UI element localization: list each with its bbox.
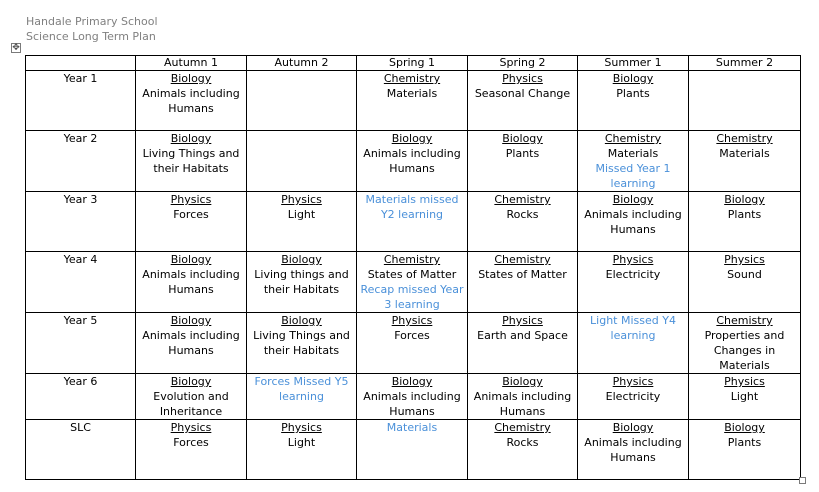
plan-cell[interactable] xyxy=(357,420,468,480)
topic-label: Animals including Humans xyxy=(584,436,682,464)
plan-cell[interactable] xyxy=(578,131,689,192)
topic-label: Electricity xyxy=(605,268,661,281)
subject-label: Biology xyxy=(170,253,212,266)
topic-label: Properties and Changes in Materials xyxy=(704,329,785,372)
catch-up-note: Missed Year 1 learning xyxy=(595,162,671,190)
plan-cell[interactable] xyxy=(468,71,578,131)
topic-label: Forces xyxy=(173,436,209,449)
table-row xyxy=(26,313,801,374)
row-label: Year 5 xyxy=(26,313,136,374)
row-label: SLC xyxy=(26,420,136,480)
subject-label: Chemistry xyxy=(494,193,551,206)
plan-cell[interactable] xyxy=(136,313,247,374)
plan-cell[interactable] xyxy=(689,131,801,192)
subject-label: Physics xyxy=(281,193,322,206)
topic-label: Seasonal Change xyxy=(474,87,571,100)
subject-label: Biology xyxy=(391,375,433,388)
topic-label: Rocks xyxy=(506,436,539,449)
topic-label: States of Matter xyxy=(478,268,567,281)
topic-label: Light xyxy=(287,208,316,221)
topic-label: Animals including Humans xyxy=(584,208,682,236)
column-header: Summer 2 xyxy=(689,56,801,71)
subject-label: Biology xyxy=(281,253,322,266)
catch-up-note: Forces Missed Y5 learning xyxy=(254,375,349,403)
topic-label: Materials xyxy=(386,87,438,100)
plan-cell[interactable] xyxy=(357,71,468,131)
plan-cell[interactable] xyxy=(247,252,357,313)
subject-label: Biology xyxy=(170,72,212,85)
plan-cell[interactable] xyxy=(357,374,468,420)
subject-label: Physics xyxy=(170,421,212,434)
subject-label: Physics xyxy=(724,375,765,388)
column-header: Spring 2 xyxy=(468,56,578,71)
subject-label: Biology xyxy=(502,132,543,145)
subject-label: Biology xyxy=(724,193,765,206)
topic-label: Rocks xyxy=(506,208,539,221)
plan-cell[interactable] xyxy=(136,374,247,420)
subject-label: Biology xyxy=(612,72,654,85)
subject-label: Physics xyxy=(612,375,654,388)
column-header: Autumn 2 xyxy=(247,56,357,71)
plan-cell[interactable] xyxy=(578,374,689,420)
plan-cell[interactable] xyxy=(136,131,247,192)
subject-label: Chemistry xyxy=(383,253,441,266)
plan-cell[interactable] xyxy=(578,420,689,480)
topic-label: Animals including Humans xyxy=(142,268,240,296)
table-row xyxy=(26,131,801,192)
topic-label: Forces xyxy=(394,329,430,342)
plan-cell[interactable] xyxy=(136,192,247,252)
plan-cell[interactable] xyxy=(468,252,578,313)
topic-label: Living things and their Habitats xyxy=(254,268,349,296)
subject-label: Chemistry xyxy=(716,314,773,327)
subject-label: Biology xyxy=(612,193,654,206)
column-header: Spring 1 xyxy=(357,56,468,71)
topic-label: Electricity xyxy=(605,390,661,403)
topic-label: Evolution and Inheritance xyxy=(153,390,229,418)
row-label: Year 2 xyxy=(26,131,136,192)
subject-label: Biology xyxy=(281,314,322,327)
topic-label: Animals including Humans xyxy=(363,147,461,175)
table-row xyxy=(26,71,801,131)
topic-label: Plants xyxy=(727,208,762,221)
subject-label: Physics xyxy=(391,314,433,327)
school-name: Handale Primary School xyxy=(26,15,158,28)
row-label: Year 3 xyxy=(26,192,136,252)
table-row xyxy=(26,252,801,313)
topic-label: Animals including Humans xyxy=(142,329,240,357)
subject-label: Physics xyxy=(502,314,543,327)
subject-label: Physics xyxy=(170,193,212,206)
subject-label: Chemistry xyxy=(494,421,551,434)
plan-cell[interactable] xyxy=(468,192,578,252)
plan-cell[interactable] xyxy=(357,252,468,313)
row-label: Year 1 xyxy=(26,71,136,131)
plan-cell[interactable] xyxy=(468,420,578,480)
subject-label: Biology xyxy=(170,314,212,327)
document-title: Science Long Term Plan xyxy=(26,30,156,43)
subject-label: Biology xyxy=(170,375,212,388)
table-row xyxy=(26,192,801,252)
catch-up-note: Light Missed Y4 learning xyxy=(590,314,676,342)
topic-label: Light xyxy=(730,390,759,403)
catch-up-note: Materials xyxy=(386,421,438,434)
header-corner-cell xyxy=(26,56,136,71)
subject-label: Physics xyxy=(612,253,654,266)
row-label: Year 6 xyxy=(26,374,136,420)
subject-label: Chemistry xyxy=(494,253,551,266)
topic-label: Living Things and their Habitats xyxy=(253,329,350,357)
subject-label: Biology xyxy=(612,421,654,434)
plan-cell[interactable] xyxy=(136,420,247,480)
plan-cell[interactable] xyxy=(247,420,357,480)
table-row xyxy=(26,374,801,420)
plan-cell[interactable] xyxy=(689,252,801,313)
subject-label: Chemistry xyxy=(383,72,441,85)
plan-cell[interactable] xyxy=(136,71,247,131)
table-resize-handle[interactable] xyxy=(799,477,806,484)
table-row xyxy=(26,420,801,480)
catch-up-note: Materials missed Y2 learning xyxy=(365,193,459,221)
plan-cell[interactable] xyxy=(357,131,468,192)
plan-cell[interactable] xyxy=(468,131,578,192)
topic-label: Plants xyxy=(727,436,762,449)
topic-label: Sound xyxy=(727,268,762,281)
plan-cell[interactable] xyxy=(689,192,801,252)
plan-cell[interactable] xyxy=(468,313,578,374)
plan-cell[interactable] xyxy=(689,313,801,374)
topic-label: States of Matter xyxy=(367,268,457,281)
table-move-handle-icon[interactable]: ✥ xyxy=(12,43,20,53)
plan-cell[interactable] xyxy=(578,192,689,252)
document-header xyxy=(26,14,158,44)
column-header: Autumn 1 xyxy=(136,56,247,71)
row-label: Year 4 xyxy=(26,252,136,313)
topic-label: Light xyxy=(287,436,316,449)
plan-cell[interactable] xyxy=(578,313,689,374)
plan-cell[interactable] xyxy=(247,131,357,192)
plan-cell[interactable] xyxy=(247,192,357,252)
topic-label: Animals including Humans xyxy=(142,87,240,115)
subject-label: Biology xyxy=(170,132,212,145)
subject-label: Chemistry xyxy=(604,132,662,145)
plan-cell[interactable] xyxy=(247,313,357,374)
subject-label: Physics xyxy=(502,72,543,85)
plan-cell[interactable] xyxy=(357,313,468,374)
subject-label: Biology xyxy=(724,421,765,434)
table-header-row xyxy=(26,56,801,71)
subject-label: Physics xyxy=(281,421,322,434)
plan-cell[interactable] xyxy=(578,71,689,131)
column-header: Summer 1 xyxy=(578,56,689,71)
plan-cell[interactable] xyxy=(247,374,357,420)
topic-label: Living Things and their Habitats xyxy=(142,147,240,175)
subject-label: Chemistry xyxy=(716,132,773,145)
plan-cell[interactable] xyxy=(578,252,689,313)
topic-label: Forces xyxy=(173,208,209,221)
topic-label: Materials xyxy=(607,147,659,160)
plan-cell[interactable] xyxy=(689,374,801,420)
topic-label: Materials xyxy=(719,147,770,160)
subject-label: Biology xyxy=(502,375,543,388)
science-plan-table xyxy=(25,55,801,480)
plan-cell[interactable] xyxy=(136,252,247,313)
topic-label: Plants xyxy=(616,87,650,100)
plan-cell[interactable] xyxy=(357,192,468,252)
topic-label: Earth and Space xyxy=(477,329,568,342)
plan-cell[interactable] xyxy=(247,71,357,131)
plan-cell[interactable] xyxy=(689,420,801,480)
topic-label: Animals including Humans xyxy=(363,390,461,418)
subject-label: Biology xyxy=(391,132,433,145)
catch-up-note: Recap missed Year 3 learning xyxy=(360,283,464,311)
topic-label: Animals including Humans xyxy=(473,390,572,418)
topic-label: Plants xyxy=(505,147,540,160)
plan-cell[interactable] xyxy=(468,374,578,420)
subject-label: Physics xyxy=(724,253,765,266)
plan-cell[interactable] xyxy=(689,71,801,131)
